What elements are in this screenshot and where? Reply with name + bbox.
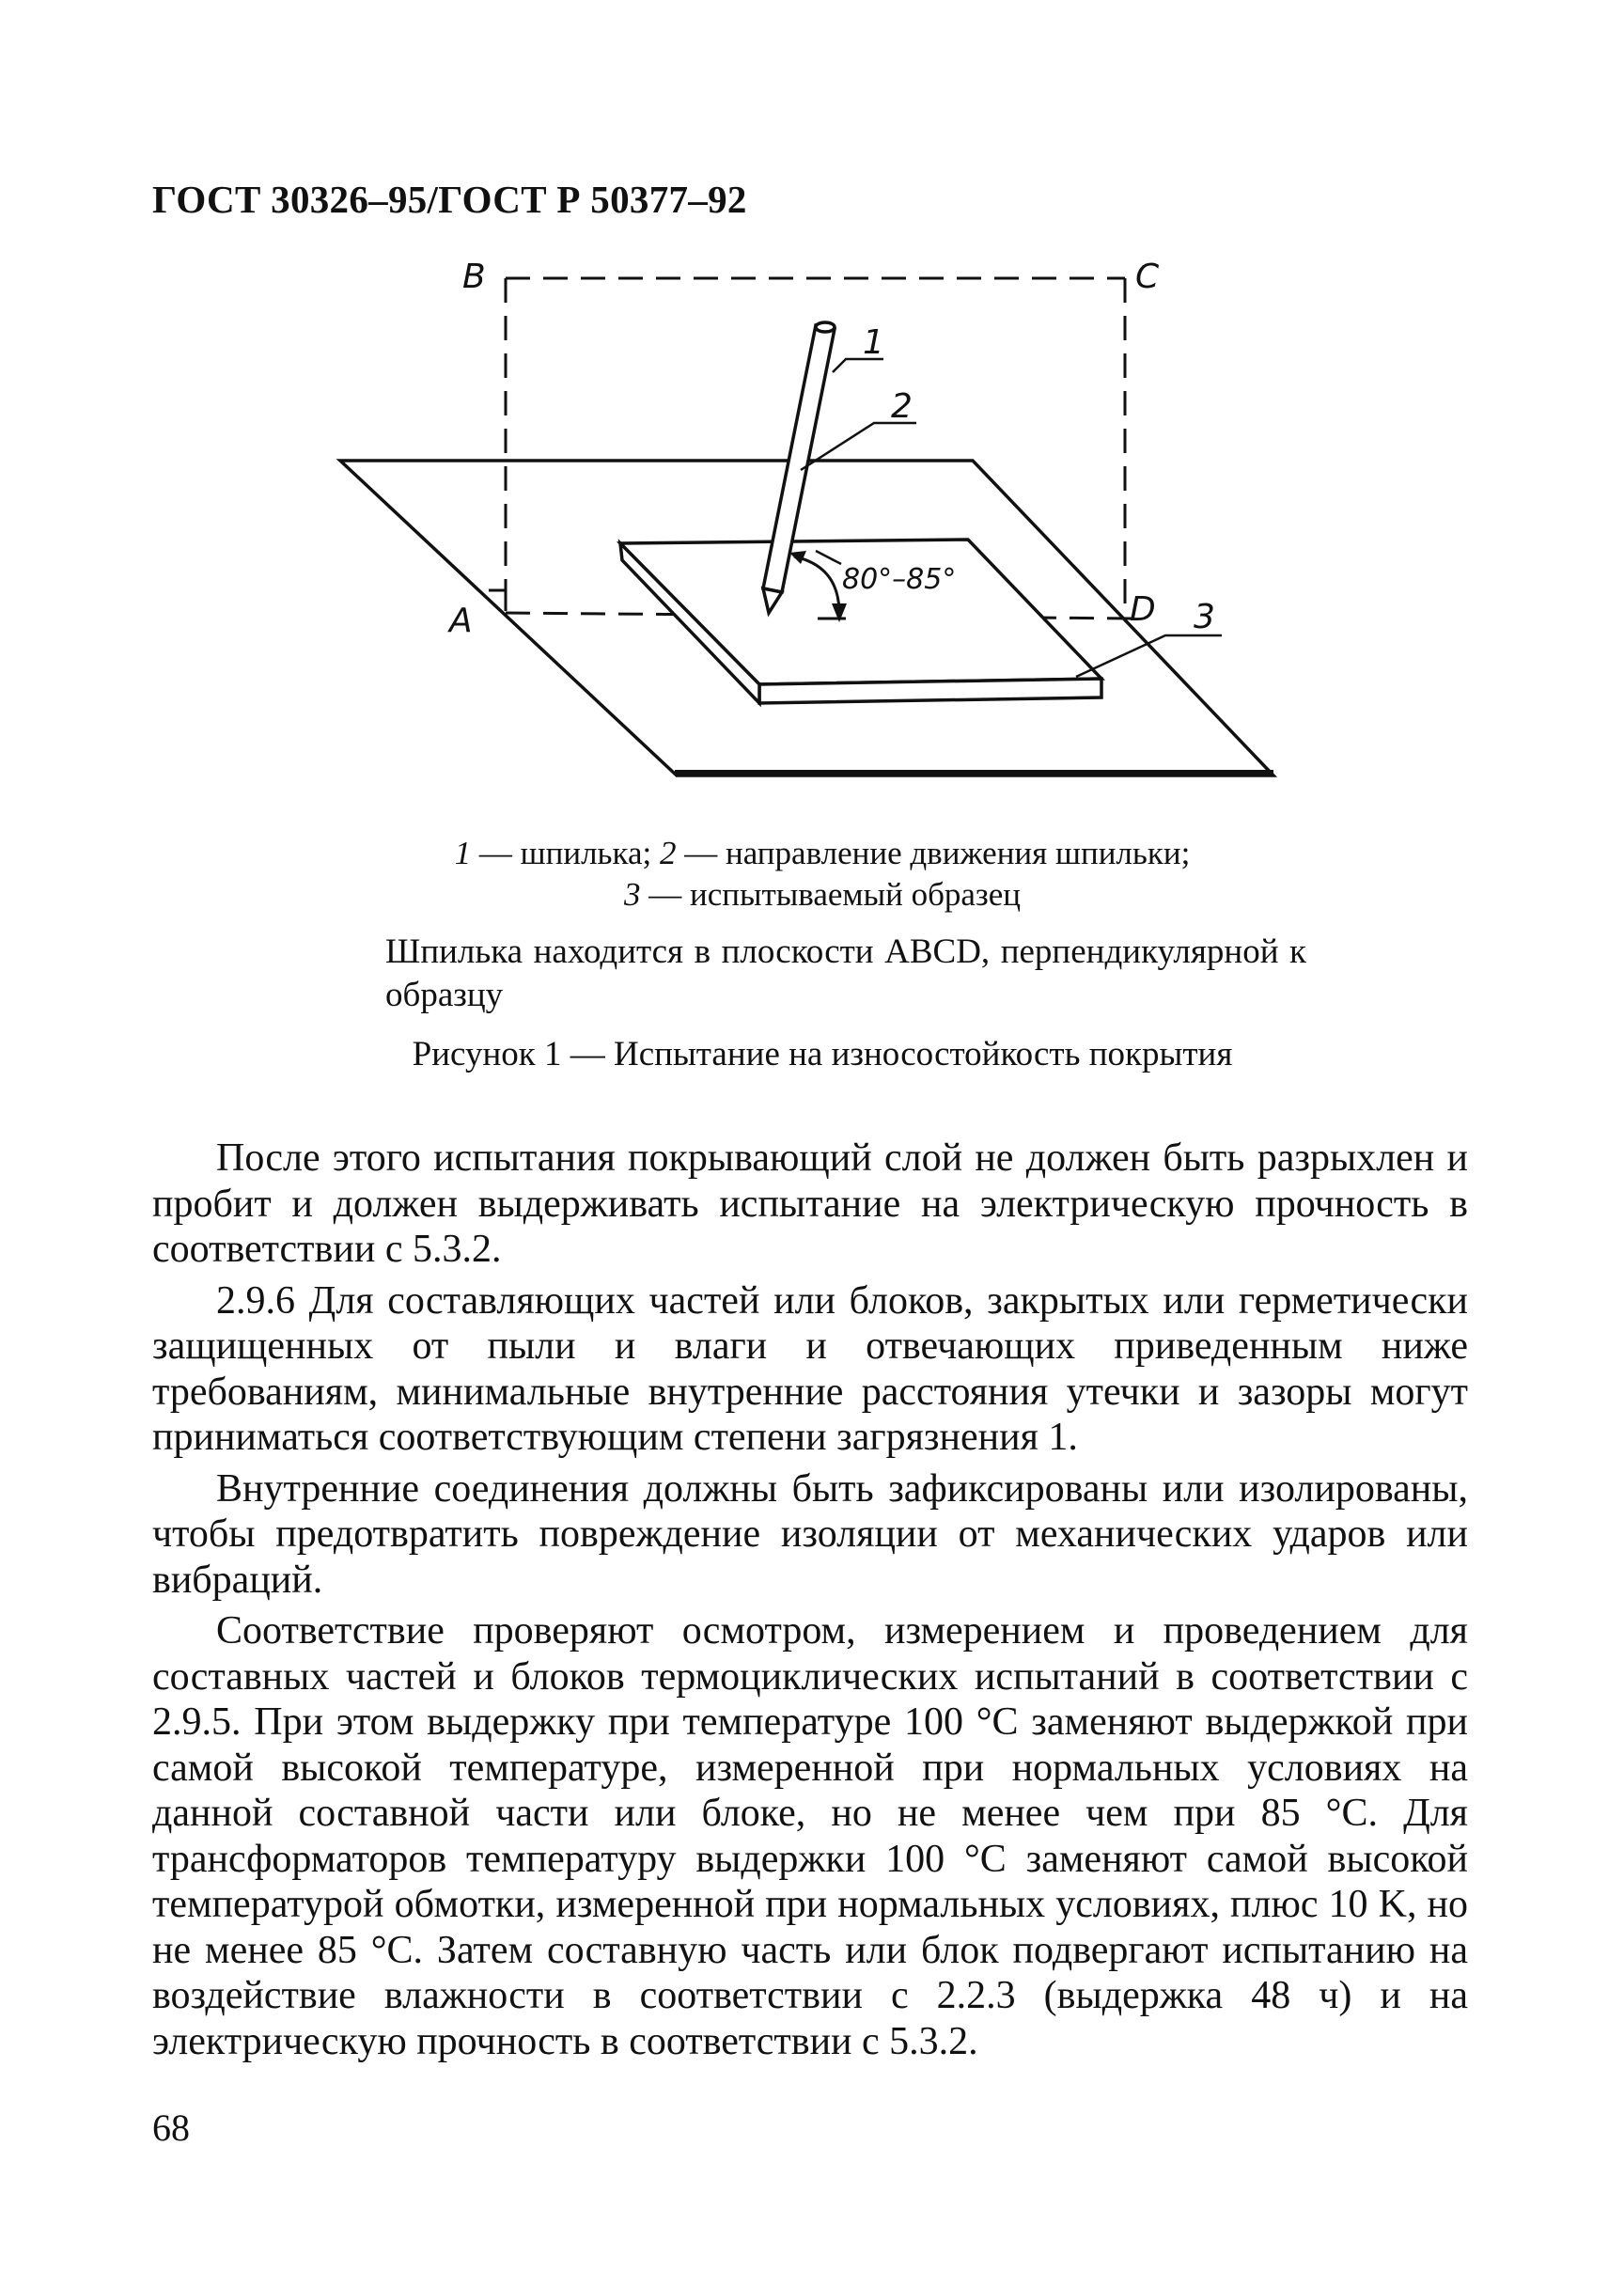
body-text	[152, 1136, 1468, 2070]
label-d: D	[1130, 590, 1156, 629]
label-c: C	[1135, 258, 1160, 296]
legend-text-2: — направление движения шпильки;	[676, 835, 1191, 871]
legend-text-1: — шпилька;	[471, 835, 660, 871]
label-3: 3	[1194, 598, 1215, 636]
paragraph: После этого испытания покрывающий слой не должен быть разрыхлен и пробит и должен выдерживать испытание на электрическую прочность в соответствии с 5.3.2.	[152, 1136, 1468, 1271]
leader-2	[801, 423, 916, 470]
paragraph: 2.9.6 Для составляющих частей или блоков, закрытых или герметически защищенных от пыли и влаги и отвечающих приведенным ниже требованиям, минимальные внутренние расстояния утечки и зазоры могут приниматься соответствующим степени загрязнения 1.	[152, 1278, 1468, 1459]
legend-num-2: 2	[660, 835, 677, 871]
paragraph: Соответствие проверяют осмотром, измерением и проведением для составных частей и блоков термоциклических испытаний в соответствии с 2.9.5. При этом выдержку при температуре 100 °С заменяют выдержкой при самой высокой температуре, измеренной при нормальных условиях на данной составной части или блоке, но не менее чем при 85 °С. Для трансформаторов температуру выдержки 100 °С заменяют самой высокой температурой обмотки, измеренной при нормальных условиях, плюс 10 K, но не менее 85 °С. Затем составную часть или блок подвергают испытанию на воздействие влажности в соответствии с 2.2.3 (выдержка 48 ч) и на электрическую прочность в соответствии с 5.3.2.	[152, 1609, 1468, 2063]
label-1: 1	[863, 323, 884, 362]
paragraph: Внутренние соединения должны быть зафиксированы или изолированы, чтобы предотвратить повреждение изоляции от механических ударов или вибраций.	[152, 1466, 1468, 1602]
figure-legend-line-2	[282, 874, 1363, 916]
page-number: 68	[152, 2107, 190, 2149]
legend-num-1: 1	[454, 835, 472, 871]
label-a: A	[449, 602, 473, 640]
legend-text-3: — испытываемый образец	[640, 876, 1022, 913]
document-header: ГОСТ 30326–95/ГОСТ Р 50377–92	[152, 178, 747, 221]
legend-num-3: 3	[623, 876, 641, 913]
label-angle: 80°–85°	[842, 563, 957, 596]
leader-3	[1076, 635, 1222, 677]
figure-note: Шпилька находится в плоскости ABCD, перпендикулярной к образцу	[385, 932, 1306, 1014]
label-2: 2	[891, 387, 913, 426]
figure-legend-line-1	[282, 833, 1363, 874]
label-b: B	[462, 258, 486, 296]
figure-caption: Рисунок 1 — Испытание на износостойкость покрытия	[412, 1035, 1233, 1073]
test-figure-diagram	[0, 0, 1624, 846]
